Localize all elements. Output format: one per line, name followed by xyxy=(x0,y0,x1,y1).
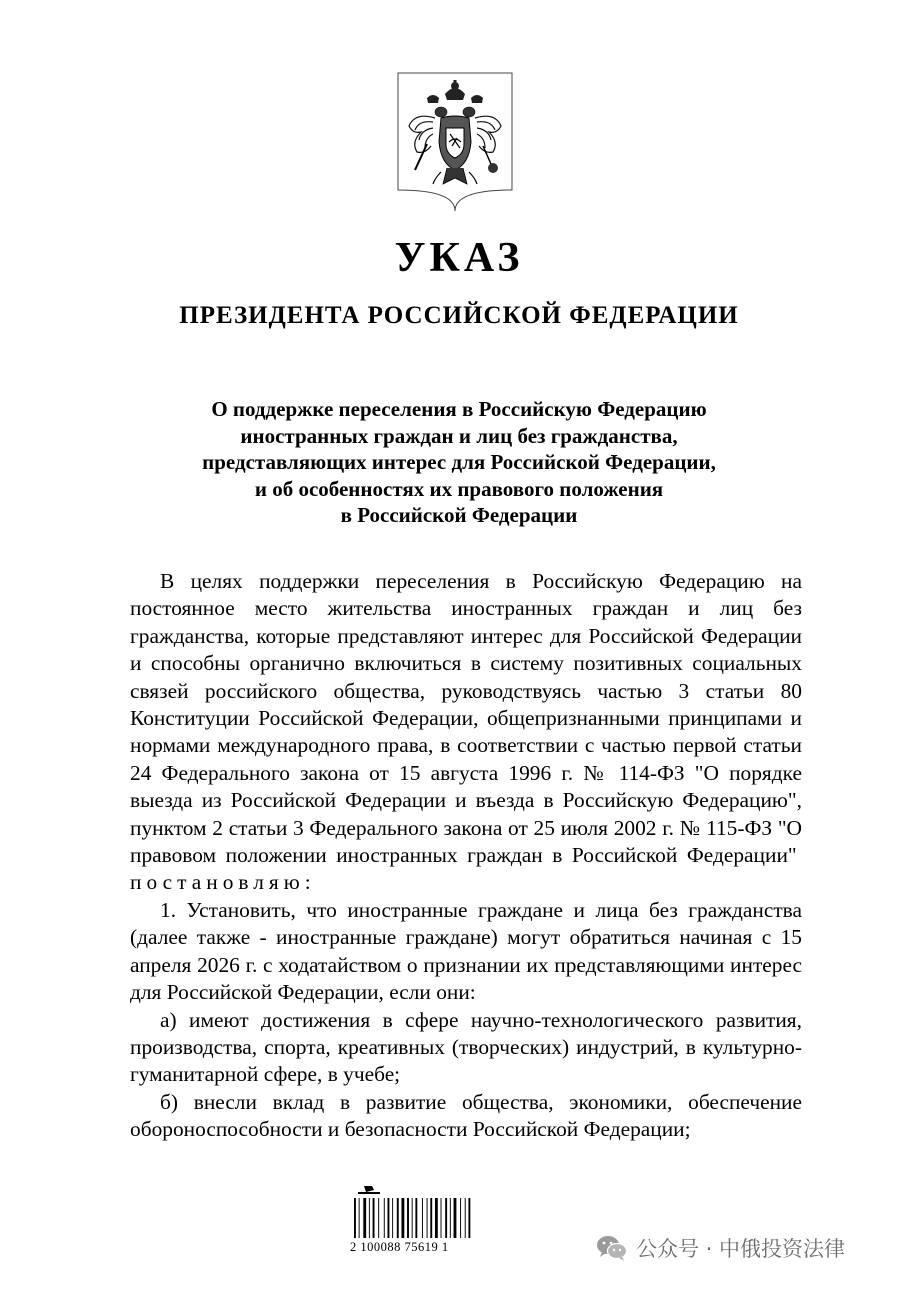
barcode-bar xyxy=(359,1198,360,1238)
barcode-bar xyxy=(435,1198,438,1238)
decree-title: УКАЗ xyxy=(394,235,524,281)
decree-subtitle: ПРЕЗИДЕНТА РОССИЙСКОЙ ФЕДЕРАЦИИ xyxy=(179,302,739,329)
coat-of-arms-icon xyxy=(397,72,513,212)
barcode-bar xyxy=(450,1198,451,1238)
barcode-bar xyxy=(388,1198,390,1238)
decree-heading xyxy=(120,396,798,529)
barcode-bar xyxy=(407,1198,409,1238)
decree-word: постановляю: xyxy=(130,870,316,895)
barcode-bar xyxy=(427,1198,428,1238)
barcode-bar xyxy=(422,1198,423,1238)
barcode-digits: 2 100088 75619 1 xyxy=(350,1240,449,1254)
watermark-text: 公众号 · 中俄投资法律 xyxy=(636,1237,846,1261)
preamble-text: В целях поддержки переселения в Российскую Федерацию на постоянное место жительства иностранных граждан и лиц без гражданства, которые представляют интерес для Российской Федерации и способны органично включиться в систему позитивных социальных связей российского общества, руководствуясь частью 3 статьи 80 Конституции Российской Федерации, общепризнанными принципами и нормами международного права, в соответствии с частью первой статьи 24 Федерального закона от 15 августа 1996 г. № 114-ФЗ "О порядке выезда из Российской Федерации и въезда в Российскую Федерацию", пунктом 2 статьи 3 Федерального закона от 25 июля 2002 г. № 115-ФЗ "О правовом положении иностранных граждан в Российской Федерации" xyxy=(130,569,802,868)
barcode-bar xyxy=(468,1198,470,1238)
heading-line: в Российской Федерации xyxy=(340,503,578,527)
watermark xyxy=(596,1232,896,1264)
heading-line: и об особенностях их правового положения xyxy=(254,476,664,501)
decree-body xyxy=(130,568,802,1144)
barcode-graphic xyxy=(350,1184,475,1240)
clause-b: б) внесли вклад в развитие общества, экономики, обеспечение обороноспособности и безопасности Российской Федерации; xyxy=(130,1089,802,1142)
barcode-bar xyxy=(363,1198,366,1238)
barcode-bar xyxy=(373,1198,375,1238)
barcode-bar xyxy=(397,1198,399,1238)
barcode-small-logo xyxy=(358,1186,380,1194)
barcode-bar xyxy=(460,1198,461,1238)
barcode-bar xyxy=(401,1198,404,1238)
preamble-paragraph xyxy=(130,568,802,897)
barcode-bar xyxy=(392,1198,393,1238)
barcode-bar xyxy=(384,1198,385,1238)
wechat-icon xyxy=(596,1234,628,1262)
barcode-bar xyxy=(454,1198,457,1238)
barcode-bar xyxy=(445,1198,447,1238)
barcode-bar xyxy=(441,1198,442,1238)
barcode-bar xyxy=(430,1198,432,1238)
barcode-bar xyxy=(378,1198,379,1238)
barcode-bar xyxy=(415,1198,417,1238)
barcode-bar xyxy=(465,1198,466,1238)
coat-of-arms-emblem xyxy=(397,72,513,212)
clause-a: а) имеют достижения в сфере научно-технологического развития, производства, спорта, креативных (творческих) индустрий, в культурно-гуманитарной сфере, в учебе; xyxy=(130,1007,802,1087)
barcode-bar xyxy=(369,1198,370,1238)
barcode-bar xyxy=(412,1198,413,1238)
barcode-bar xyxy=(354,1198,356,1238)
heading-line: О поддержке переселения в Российскую Федерацию xyxy=(211,397,707,421)
clause-1: 1. Установить, что иностранные граждане и лица без гражданства (далее также - иностранные граждане) могут обратиться начиная с 15 апреля 2026 г. с ходатайством о признании их представляющими интерес для Российской Федерации, если они: xyxy=(130,897,802,1005)
heading-line: представляющих интерес для Российской Федерации, xyxy=(202,450,716,474)
heading-line: иностранных граждан и лиц без гражданства, xyxy=(240,423,678,448)
